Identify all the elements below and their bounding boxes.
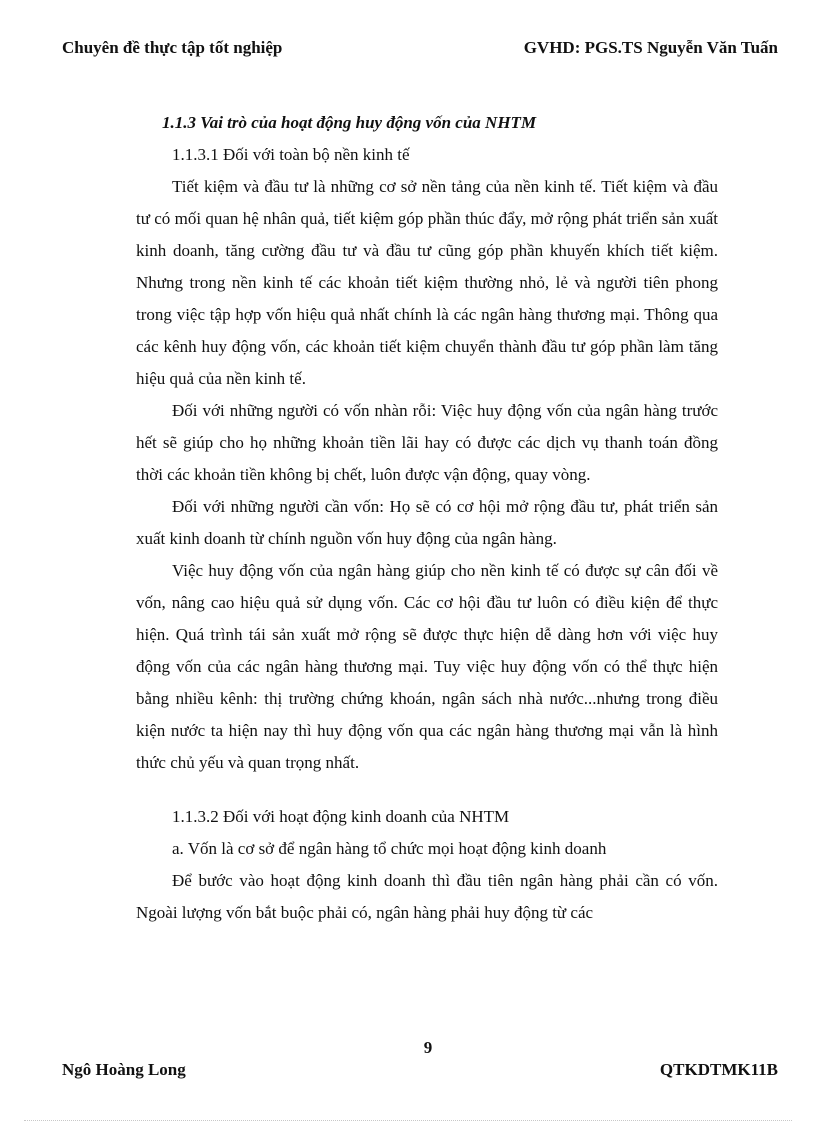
- body-paragraph: Đối với những người cần vốn: Họ sẽ có cơ hội mở rộng đầu tư, phát triển sản xuất kinh doanh từ chính nguồn vốn huy động của ngân hàng.: [136, 497, 718, 548]
- body-paragraph: Việc huy động vốn của ngân hàng giúp cho nền kinh tế có được sự cân đối về vốn, nâng cao hiệu quả sử dụng vốn. Các cơ hội đầu tư luôn có điều kiện để thực hiện. Quá trình tái sản xuất mở rộng sẽ được thực hiện dễ dàng hơn với việc huy động vốn của các ngân hàng thương mại. Tuy việc huy động vốn có thể thực hiện bằng nhiều kênh: thị trường chứng khoán, ngân sách nhà nước...nhưng trong điều kiện nước ta hiện nay thì huy động vốn qua các ngân hàng thương mại vẫn là hình thức chủ yếu và quan trọng nhất.: [136, 561, 718, 772]
- point-a-title: a. Vốn là cơ sở để ngân hàng tổ chức mọi hoạt động kinh doanh: [172, 839, 607, 858]
- footer-class-code: QTKDTMK11B: [659, 1060, 778, 1079]
- page-footer: [62, 1058, 778, 1082]
- page-number: 9: [423, 1038, 433, 1057]
- footer-author: Ngô Hoàng Long: [62, 1060, 186, 1079]
- subsection-title-1: 1.1.3.1 Đối với toàn bộ nền kinh tế: [172, 145, 410, 164]
- page-bottom-divider: [24, 1120, 792, 1121]
- spacer: [136, 779, 718, 801]
- page-header: [62, 36, 778, 60]
- body-paragraph: Để bước vào hoạt động kinh doanh thì đầu tiên ngân hàng phải cần có vốn. Ngoài lượng vốn bắt buộc phải có, ngân hàng phải huy động từ các: [136, 871, 718, 922]
- body-paragraph: Tiết kiệm và đầu tư là những cơ sở nền tảng của nền kinh tế. Tiết kiệm và đầu tư có mối quan hệ nhân quả, tiết kiệm góp phần thúc đẩy, mở rộng phát triển sản xuất kinh doanh, tăng cường đầu tư và đầu tư cũng góp phần khuyến khích tiết kiệm. Nhưng trong nền kinh tế các khoản tiết kiệm thường nhỏ, lẻ và người tiên phong trong việc tập hợp vốn hiệu quả nhất chính là các ngân hàng thương mại. Thông qua các kênh huy động vốn, các khoản tiết kiệm chuyển thành đầu tư góp phần làm tăng hiệu quả của nền kinh tế.: [136, 177, 718, 388]
- header-document-title: Chuyên đề thực tập tốt nghiệp: [62, 38, 283, 57]
- subsection-title-2: 1.1.3.2 Đối với hoạt động kinh doanh của NHTM: [172, 807, 510, 826]
- section-heading: 1.1.3 Vai trò của hoạt động huy động vốn của NHTM: [162, 113, 537, 132]
- header-supervisor: GVHD: PGS.TS Nguyễn Văn Tuấn: [523, 38, 778, 57]
- body-paragraph: Đối với những người có vốn nhàn rỗi: Việc huy động vốn của ngân hàng trước hết sẽ giúp cho họ những khoản tiền lãi hay có được các dịch vụ thanh toán đồng thời các khoản tiền không bị chết, luôn được vận động, quay vòng.: [136, 401, 718, 484]
- page-body: [136, 107, 718, 929]
